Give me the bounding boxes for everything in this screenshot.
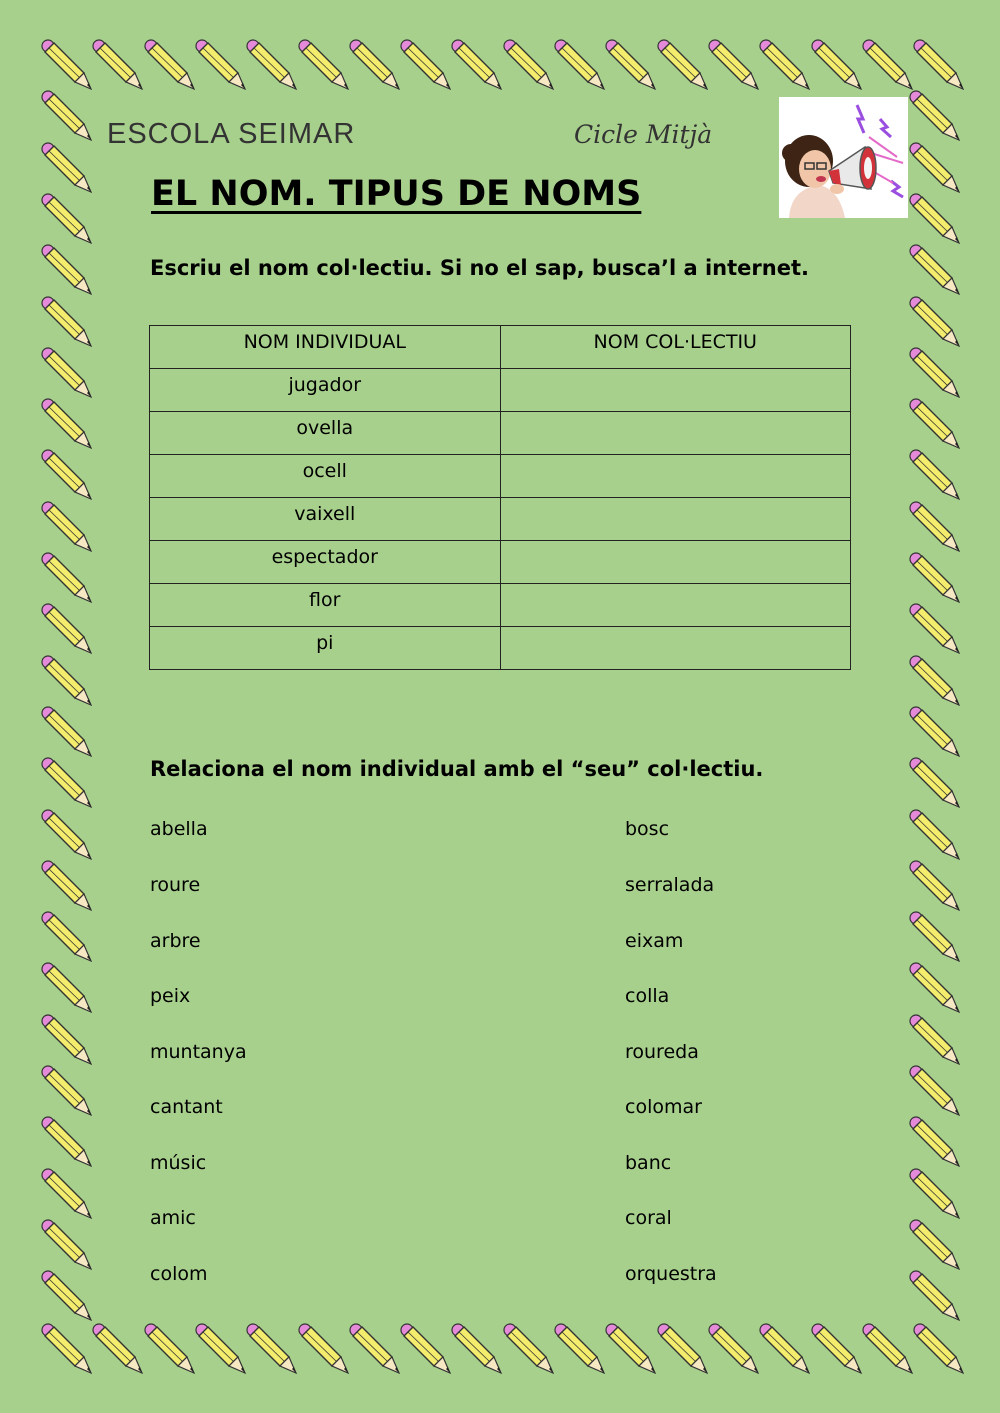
pencil-icon (194, 38, 248, 92)
pencil-icon (194, 1322, 248, 1376)
pencil-icon (297, 38, 351, 92)
pencil-icon (297, 1322, 351, 1376)
collective-word[interactable]: colomar (625, 1096, 702, 1118)
individual-word[interactable]: peix (150, 985, 191, 1007)
pencil-icon (40, 602, 94, 656)
table-row (150, 541, 851, 584)
individual-word[interactable]: músic (150, 1152, 207, 1174)
individual-word[interactable]: muntanya (150, 1041, 247, 1063)
pencil-icon (758, 1322, 812, 1376)
exercise1-instruction: Escriu el nom col·lectiu. Si no el sap, busca’l a internet. (150, 256, 809, 280)
pencil-icon (40, 551, 94, 605)
collective-noun-answer-cell[interactable] (500, 541, 851, 584)
individual-noun-cell: ocell (150, 455, 501, 498)
pencil-icon (40, 654, 94, 708)
pencil-icon (40, 448, 94, 502)
pencil-icon (908, 808, 962, 862)
pencil-icon (40, 1064, 94, 1118)
pencil-icon (40, 756, 94, 810)
individual-word[interactable]: colom (150, 1263, 208, 1285)
pencil-icon (40, 346, 94, 400)
pencil-icon (91, 1322, 145, 1376)
column-header-individual: NOM INDIVIDUAL (150, 326, 501, 369)
individual-word[interactable]: amic (150, 1207, 196, 1229)
collective-word[interactable]: orquestra (625, 1263, 717, 1285)
collective-nouns-table (149, 325, 851, 670)
table-row (150, 584, 851, 627)
collective-word[interactable]: eixam (625, 930, 684, 952)
pencil-icon (40, 1322, 94, 1376)
cycle-label: Cicle Mitjà (574, 120, 713, 149)
table-row (150, 627, 851, 670)
pencil-icon (908, 89, 962, 143)
pencil-icon (245, 1322, 299, 1376)
collective-word[interactable]: colla (625, 985, 670, 1007)
pencil-icon (908, 756, 962, 810)
page-title: EL NOM. TIPUS DE NOMS (151, 174, 642, 214)
pencil-icon (656, 38, 710, 92)
pencil-icon (908, 346, 962, 400)
pencil-icon (40, 295, 94, 349)
pencil-icon (245, 38, 299, 92)
pencil-icon (908, 448, 962, 502)
pencil-icon (40, 1013, 94, 1067)
pencil-icon (908, 500, 962, 554)
collective-word[interactable]: banc (625, 1152, 672, 1174)
pencil-icon (861, 38, 915, 92)
pencil-icon (40, 89, 94, 143)
pencil-icon (656, 1322, 710, 1376)
pencil-icon (908, 243, 962, 297)
pencil-icon (40, 1167, 94, 1221)
collective-word[interactable]: roureda (625, 1041, 699, 1063)
individual-noun-cell: ovella (150, 412, 501, 455)
teacher-megaphone-image (779, 97, 908, 218)
pencil-icon (908, 1269, 962, 1323)
pencil-icon (502, 38, 556, 92)
pencil-icon (810, 38, 864, 92)
individual-word[interactable]: arbre (150, 930, 201, 952)
pencil-icon (450, 38, 504, 92)
pencil-icon (908, 192, 962, 246)
individual-word[interactable]: roure (150, 874, 201, 896)
table-row (150, 412, 851, 455)
collective-noun-answer-cell[interactable] (500, 412, 851, 455)
pencil-icon (604, 38, 658, 92)
individual-word[interactable]: abella (150, 818, 208, 840)
pencil-icon (40, 397, 94, 451)
pencil-icon (908, 705, 962, 759)
individual-noun-cell: pi (150, 627, 501, 670)
pencil-icon (908, 602, 962, 656)
individual-noun-cell: espectador (150, 541, 501, 584)
pencil-icon (553, 1322, 607, 1376)
pencil-icon (553, 38, 607, 92)
pencil-icon (908, 1115, 962, 1169)
pencil-icon (707, 38, 761, 92)
pencil-icon (40, 243, 94, 297)
pencil-icon (399, 38, 453, 92)
table-row (150, 498, 851, 541)
collective-word[interactable]: bosc (625, 818, 670, 840)
collective-noun-answer-cell[interactable] (500, 369, 851, 412)
pencil-icon (908, 961, 962, 1015)
collective-noun-answer-cell[interactable] (500, 584, 851, 627)
pencil-icon (912, 38, 966, 92)
pencil-icon (908, 1064, 962, 1118)
table-row (150, 369, 851, 412)
school-name: ESCOLA SEIMAR (107, 118, 356, 150)
pencil-icon (40, 1115, 94, 1169)
pencil-icon (399, 1322, 453, 1376)
pencil-icon (91, 38, 145, 92)
collective-noun-answer-cell[interactable] (500, 455, 851, 498)
pencil-icon (908, 1013, 962, 1067)
pencil-icon (912, 1322, 966, 1376)
pencil-icon (908, 859, 962, 913)
individual-word[interactable]: cantant (150, 1096, 223, 1118)
pencil-icon (40, 705, 94, 759)
column-header-collective: NOM COL·LECTIU (500, 326, 851, 369)
pencil-icon (143, 38, 197, 92)
collective-word[interactable]: serralada (625, 874, 715, 896)
pencil-icon (758, 38, 812, 92)
pencil-icon (908, 1167, 962, 1221)
pencil-icon (502, 1322, 556, 1376)
pencil-icon (810, 1322, 864, 1376)
pencil-icon (40, 910, 94, 964)
pencil-icon (908, 654, 962, 708)
pencil-icon (908, 1218, 962, 1272)
pencil-icon (40, 808, 94, 862)
pencil-icon (143, 1322, 197, 1376)
pencil-icon (604, 1322, 658, 1376)
pencil-icon (40, 859, 94, 913)
table-header-row (150, 326, 851, 369)
pencil-icon (908, 551, 962, 605)
pencil-icon (861, 1322, 915, 1376)
pencil-icon (40, 1218, 94, 1272)
pencil-icon (40, 141, 94, 195)
pencil-icon (908, 397, 962, 451)
collective-word[interactable]: coral (625, 1207, 672, 1229)
pencil-icon (450, 1322, 504, 1376)
individual-noun-cell: vaixell (150, 498, 501, 541)
pencil-icon (40, 500, 94, 554)
pencil-icon (40, 38, 94, 92)
individual-noun-cell: jugador (150, 369, 501, 412)
individual-noun-cell: flor (150, 584, 501, 627)
pencil-icon (348, 1322, 402, 1376)
pencil-icon (348, 38, 402, 92)
pencil-icon (40, 192, 94, 246)
pencil-icon (908, 295, 962, 349)
table-row (150, 455, 851, 498)
pencil-icon (908, 910, 962, 964)
pencil-icon (908, 141, 962, 195)
collective-noun-answer-cell[interactable] (500, 627, 851, 670)
pencil-icon (707, 1322, 761, 1376)
collective-noun-answer-cell[interactable] (500, 498, 851, 541)
pencil-icon (40, 961, 94, 1015)
pencil-icon (40, 1269, 94, 1323)
exercise2-instruction: Relaciona el nom individual amb el “seu” col·lectiu. (150, 757, 764, 781)
